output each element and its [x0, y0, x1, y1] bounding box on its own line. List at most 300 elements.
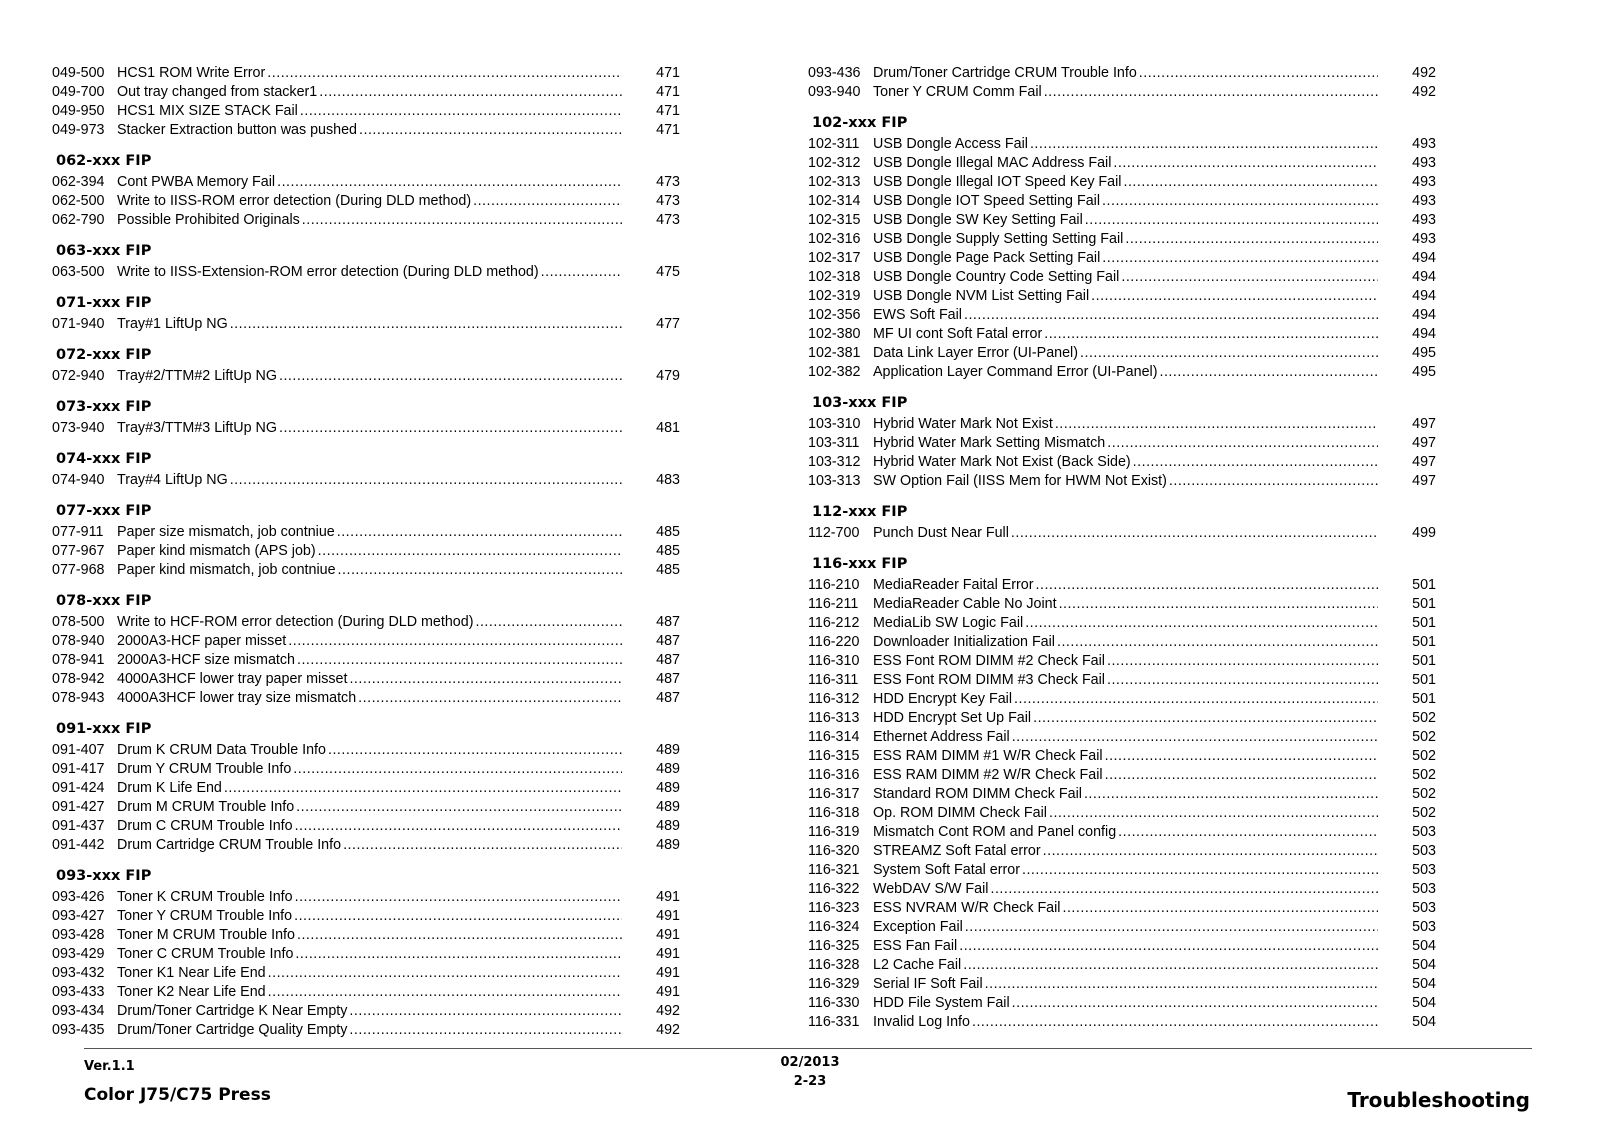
toc-entry [52, 888, 692, 907]
entry-title: Write to IISS-ROM error detection (During DLD method) [117, 193, 472, 209]
leader-dots [328, 741, 622, 760]
error-code: 116-329 [808, 976, 860, 992]
error-code: 116-316 [808, 767, 860, 783]
entry-title: ESS Font ROM DIMM #2 Check Fail [873, 653, 1105, 669]
footer-page-number: 2-23 [793, 1074, 827, 1089]
leader-dots [1044, 325, 1378, 344]
page-number: 487 [656, 614, 680, 630]
entry-title: Drum/Toner Cartridge CRUM Trouble Info [873, 65, 1137, 81]
page-number: 502 [1412, 729, 1436, 745]
toc-entry [808, 230, 1448, 249]
error-code: 102-312 [808, 155, 861, 171]
toc-entry [808, 766, 1448, 785]
toc-entry [52, 798, 692, 817]
leader-dots [1107, 652, 1378, 671]
leader-dots [1014, 690, 1378, 709]
entry-title: Downloader Initialization Fail [873, 634, 1055, 650]
entry-title: USB Dongle Page Pack Setting Fail [873, 250, 1101, 266]
page-number: 473 [656, 193, 680, 209]
error-code: 103-311 [808, 435, 860, 451]
leader-dots [268, 964, 622, 983]
error-code: 102-317 [808, 250, 861, 266]
error-code: 102-381 [808, 345, 861, 361]
entry-title: Toner C CRUM Trouble Info [117, 946, 294, 962]
leader-dots [302, 211, 622, 230]
entry-title: Write to IISS-Extension-ROM error detection (During DLD method) [117, 264, 539, 280]
leader-dots [267, 64, 622, 83]
entry-title: Out tray changed from stacker1 [117, 84, 318, 100]
leader-dots [319, 83, 622, 102]
error-code: 116-328 [808, 957, 860, 973]
toc-entry [52, 741, 692, 760]
leader-dots [277, 173, 622, 192]
toc-entry [52, 945, 692, 964]
entry-title: Tray#3/TTM#3 LiftUp NG [117, 420, 277, 436]
page-number: 491 [656, 889, 680, 905]
entry-title: Mismatch Cont ROM and Panel config [873, 824, 1117, 840]
entry-title: 4000A3HCF lower tray paper misset [117, 671, 348, 687]
leader-dots [349, 670, 622, 689]
page-number: 489 [656, 818, 680, 834]
page-number: 493 [1412, 231, 1436, 247]
leader-dots [358, 689, 622, 708]
toc-section [52, 719, 692, 855]
error-code: 116-330 [808, 995, 860, 1011]
page-number: 487 [656, 671, 680, 687]
toc-entry [52, 817, 692, 836]
toc-entry [808, 415, 1448, 434]
page-number: 471 [656, 103, 680, 119]
toc-entry [52, 1002, 692, 1021]
page-number: 495 [1412, 364, 1436, 380]
error-code: 093-427 [52, 908, 105, 924]
toc-entry [52, 471, 692, 490]
error-code: 063-500 [52, 264, 105, 280]
entry-title: System Soft Fatal error [873, 862, 1020, 878]
entry-title: Serial IF Soft Fail [873, 976, 983, 992]
page-number: 499 [1412, 525, 1436, 541]
page-number: 491 [656, 908, 680, 924]
entry-title: L2 Cache Fail [873, 957, 962, 973]
page-number: 501 [1412, 577, 1436, 593]
entry-title: Ethernet Address Fail [873, 729, 1010, 745]
leader-dots [1105, 766, 1378, 785]
error-code: 116-315 [808, 748, 860, 764]
toc-entry [808, 633, 1448, 652]
leader-dots [288, 632, 622, 651]
toc-section [52, 501, 692, 580]
leader-dots [1113, 154, 1378, 173]
page-number: 502 [1412, 748, 1436, 764]
leader-dots [541, 263, 622, 282]
toc-entry [808, 994, 1448, 1013]
toc-entry [808, 64, 1448, 83]
leader-dots [300, 102, 622, 121]
entry-title: Drum K Life End [117, 780, 222, 796]
toc-entry [808, 325, 1448, 344]
entry-title: USB Dongle Country Code Setting Fail [873, 269, 1120, 285]
page-number: 503 [1412, 843, 1436, 859]
toc-entry [808, 173, 1448, 192]
error-code: 116-310 [808, 653, 860, 669]
entry-title: USB Dongle Access Fail [873, 136, 1028, 152]
toc-entry [808, 211, 1448, 230]
error-code: 078-940 [52, 633, 105, 649]
toc-section [52, 151, 692, 230]
page-number: 497 [1412, 454, 1436, 470]
toc-entry [52, 419, 692, 438]
error-code: 116-318 [808, 805, 860, 821]
entry-title: MF UI cont Soft Fatal error [873, 326, 1043, 342]
toc-entry [808, 671, 1448, 690]
section-heading: 112-xxx FIP [812, 504, 908, 520]
section-heading: 091-xxx FIP [56, 721, 152, 737]
error-code: 093-940 [808, 84, 861, 100]
page-number: 491 [656, 984, 680, 1000]
toc-entry [808, 154, 1448, 173]
error-code: 116-331 [808, 1014, 860, 1030]
page-number: 473 [656, 174, 680, 190]
entry-title: Drum M CRUM Trouble Info [117, 799, 295, 815]
leader-dots [1102, 192, 1378, 211]
entry-title: Tray#1 LiftUp NG [117, 316, 228, 332]
leader-dots [1030, 135, 1378, 154]
page-number: 504 [1412, 957, 1436, 973]
page-number: 501 [1412, 634, 1436, 650]
entry-title: ESS RAM DIMM #1 W/R Check Fail [873, 748, 1103, 764]
page-number: 501 [1412, 653, 1436, 669]
error-code: 103-310 [808, 416, 861, 432]
error-code: 093-429 [52, 946, 105, 962]
error-code: 116-320 [808, 843, 860, 859]
page-number: 475 [656, 264, 680, 280]
toc-entry [808, 306, 1448, 325]
page-number: 477 [656, 316, 680, 332]
toc-entry [808, 652, 1448, 671]
footer-date: 02/2013 [780, 1055, 840, 1070]
error-code: 116-211 [808, 596, 859, 612]
page-number: 494 [1412, 250, 1436, 266]
page-number: 501 [1412, 596, 1436, 612]
entry-title: Op. ROM DIMM Check Fail [873, 805, 1047, 821]
entry-title: Paper kind mismatch (APS job) [117, 543, 316, 559]
entry-title: USB Dongle Illegal MAC Address Fail [873, 155, 1112, 171]
page-number: 491 [656, 946, 680, 962]
error-code: 102-318 [808, 269, 861, 285]
toc-entry [808, 899, 1448, 918]
leader-dots [337, 523, 622, 542]
entry-title: ESS Fan Fail [873, 938, 958, 954]
leader-dots [1085, 211, 1378, 230]
leader-dots [1057, 633, 1378, 652]
toc-entry [808, 918, 1448, 937]
page-number: 502 [1412, 786, 1436, 802]
toc-entry [808, 249, 1448, 268]
entry-title: MediaReader Cable No Joint [873, 596, 1057, 612]
page-number: 487 [656, 633, 680, 649]
error-code: 062-500 [52, 193, 105, 209]
toc-entry [808, 785, 1448, 804]
entry-title: 4000A3HCF lower tray size mismatch [117, 690, 357, 706]
leader-dots [965, 918, 1378, 937]
leader-dots [230, 315, 622, 334]
entry-title: ESS Font ROM DIMM #3 Check Fail [873, 672, 1105, 688]
leader-dots [359, 121, 622, 140]
entry-title: 2000A3-HCF size mismatch [117, 652, 295, 668]
entry-title: Cont PWBA Memory Fail [117, 174, 276, 190]
leader-dots [1011, 524, 1378, 543]
page-number: 492 [1412, 84, 1436, 100]
page-number: 473 [656, 212, 680, 228]
error-code: 102-380 [808, 326, 861, 342]
section-heading: 062-xxx FIP [56, 153, 152, 169]
toc-entry [52, 523, 692, 542]
error-code: 062-394 [52, 174, 105, 190]
page-number: 502 [1412, 710, 1436, 726]
page-number: 503 [1412, 862, 1436, 878]
error-code: 116-323 [808, 900, 860, 916]
leader-dots [1107, 434, 1378, 453]
toc-entry [808, 747, 1448, 766]
entry-title: HDD File System Fail [873, 995, 1010, 1011]
leader-dots [1159, 363, 1378, 382]
leader-dots [1121, 268, 1378, 287]
section-heading: 102-xxx FIP [812, 115, 908, 131]
page-number: 487 [656, 690, 680, 706]
leader-dots [343, 836, 622, 855]
toc-entry [808, 804, 1448, 823]
page-number: 492 [656, 1003, 680, 1019]
entry-title: Data Link Layer Error (UI-Panel) [873, 345, 1078, 361]
toc-entry [808, 709, 1448, 728]
leader-dots [1123, 173, 1378, 192]
page-number: 489 [656, 780, 680, 796]
entry-title: ESS NVRAM W/R Check Fail [873, 900, 1061, 916]
toc-entry [808, 595, 1448, 614]
leader-dots [475, 613, 622, 632]
toc-entry [808, 83, 1448, 102]
toc-entry [808, 937, 1448, 956]
error-code: 116-324 [808, 919, 860, 935]
toc-entry [52, 651, 692, 670]
toc-entry [52, 102, 692, 121]
error-code: 091-442 [52, 837, 105, 853]
entry-title: 2000A3-HCF paper misset [117, 633, 287, 649]
entry-title: Tray#2/TTM#2 LiftUp NG [117, 368, 277, 384]
page-number: 487 [656, 652, 680, 668]
entry-title: MediaLib SW Logic Fail [873, 615, 1024, 631]
toc-entry [808, 842, 1448, 861]
entry-title: USB Dongle SW Key Setting Fail [873, 212, 1083, 228]
page-number: 485 [656, 562, 680, 578]
page-number: 493 [1412, 174, 1436, 190]
page-number: 489 [656, 742, 680, 758]
section-heading: 063-xxx FIP [56, 243, 152, 259]
leader-dots [268, 983, 622, 1002]
leader-dots [295, 945, 622, 964]
entry-title: Toner K1 Near Life End [117, 965, 266, 981]
leader-dots [224, 779, 622, 798]
entry-title: Standard ROM DIMM Check Fail [873, 786, 1082, 802]
error-code: 049-500 [52, 65, 105, 81]
section-heading: 073-xxx FIP [56, 399, 152, 415]
entry-title: Drum K CRUM Data Trouble Info [117, 742, 326, 758]
leader-dots [1043, 842, 1378, 861]
toc-entry [52, 121, 692, 140]
error-code: 102-311 [808, 136, 860, 152]
entry-title: Toner K CRUM Trouble Info [117, 889, 293, 905]
error-code: 102-314 [808, 193, 861, 209]
toc-section [52, 591, 692, 708]
page-number: 493 [1412, 212, 1436, 228]
toc-section [808, 554, 1448, 1032]
section-heading: 116-xxx FIP [812, 556, 908, 572]
toc-entry [52, 632, 692, 651]
error-code: 102-319 [808, 288, 861, 304]
page-number: 497 [1412, 435, 1436, 451]
page-number: 489 [656, 799, 680, 815]
footer-chapter-title: Troubleshooting [1347, 1088, 1530, 1112]
toc-entry [52, 263, 692, 282]
error-code: 093-426 [52, 889, 105, 905]
toc-entry [52, 689, 692, 708]
error-code: 102-316 [808, 231, 861, 247]
error-code: 116-325 [808, 938, 860, 954]
section-heading: 071-xxx FIP [56, 295, 152, 311]
toc-entry [52, 542, 692, 561]
error-code: 091-437 [52, 818, 105, 834]
page-number: 503 [1412, 919, 1436, 935]
error-code: 116-322 [808, 881, 860, 897]
leader-dots [1139, 64, 1378, 83]
toc-section [808, 502, 1448, 543]
toc-entry [808, 453, 1448, 472]
page-number: 503 [1412, 824, 1436, 840]
toc-entry [52, 315, 692, 334]
page-number: 494 [1412, 307, 1436, 323]
section-heading: 072-xxx FIP [56, 347, 152, 363]
toc-entry [808, 524, 1448, 543]
page-number: 504 [1412, 1014, 1436, 1030]
toc-section [808, 393, 1448, 491]
leader-dots [1133, 453, 1378, 472]
error-code: 116-314 [808, 729, 860, 745]
page-number: 489 [656, 761, 680, 777]
page-number: 493 [1412, 155, 1436, 171]
leader-dots [297, 926, 622, 945]
page-number: 494 [1412, 326, 1436, 342]
toc-entry [52, 64, 692, 83]
toc-entry [808, 576, 1448, 595]
page-number: 481 [656, 420, 680, 436]
toc-entry [808, 861, 1448, 880]
leader-dots [1049, 804, 1378, 823]
toc-entry [52, 760, 692, 779]
toc-entry [52, 983, 692, 1002]
toc-section [52, 449, 692, 490]
leader-dots [1084, 785, 1378, 804]
page-number: 471 [656, 65, 680, 81]
toc-entry [808, 344, 1448, 363]
error-code: 078-942 [52, 671, 105, 687]
entry-title: MediaReader Faital Error [873, 577, 1034, 593]
page-number: 491 [656, 965, 680, 981]
error-code: 093-433 [52, 984, 105, 1000]
error-code: 116-210 [808, 577, 860, 593]
error-code: 102-356 [808, 307, 861, 323]
page-number: 471 [656, 84, 680, 100]
leader-dots [985, 975, 1378, 994]
error-code: 093-434 [52, 1003, 105, 1019]
leader-dots [349, 1002, 622, 1021]
toc-entry [808, 880, 1448, 899]
leader-dots [295, 888, 622, 907]
entry-title: Paper kind mismatch, job contniue [117, 562, 336, 578]
entry-title: Possible Prohibited Originals [117, 212, 300, 228]
toc-entry [52, 83, 692, 102]
toc-entry [808, 823, 1448, 842]
footer-rule [84, 1048, 1532, 1049]
page-number: 502 [1412, 767, 1436, 783]
error-code: 116-317 [808, 786, 860, 802]
error-code: 091-427 [52, 799, 105, 815]
error-code: 116-312 [808, 691, 860, 707]
entry-title: WebDAV S/W Fail [873, 881, 989, 897]
entry-title: Punch Dust Near Full [873, 525, 1009, 541]
section-heading: 077-xxx FIP [56, 503, 152, 519]
toc-section [808, 113, 1448, 382]
leader-dots [1062, 899, 1378, 918]
toc-entry [52, 907, 692, 926]
toc-entry [52, 613, 692, 632]
leader-dots [1080, 344, 1378, 363]
error-code: 078-941 [52, 652, 105, 668]
leader-dots [1022, 861, 1378, 880]
error-code: 093-435 [52, 1022, 105, 1038]
toc-entry [52, 173, 692, 192]
entry-title: Stacker Extraction button was pushed [117, 122, 358, 138]
entry-title: Toner Y CRUM Comm Fail [873, 84, 1042, 100]
leader-dots [1102, 249, 1378, 268]
leader-dots [959, 937, 1378, 956]
toc-entry [52, 367, 692, 386]
page-number: 501 [1412, 615, 1436, 631]
error-code: 049-973 [52, 122, 105, 138]
page-number: 504 [1412, 976, 1436, 992]
toc-entry [808, 192, 1448, 211]
entry-title: SW Option Fail (IISS Mem for HWM Not Exist) [873, 473, 1167, 489]
page-number: 485 [656, 543, 680, 559]
error-code: 116-212 [808, 615, 860, 631]
page-number: 495 [1412, 345, 1436, 361]
entry-title: HCS1 MIX SIZE STACK Fail [117, 103, 298, 119]
footer-version: Ver.1.1 [84, 1059, 135, 1074]
leader-dots [279, 419, 622, 438]
leader-dots [1044, 83, 1378, 102]
leader-dots [297, 651, 622, 670]
page-number: 491 [656, 927, 680, 943]
leader-dots [338, 561, 622, 580]
leader-dots [279, 367, 622, 386]
leader-dots [318, 542, 622, 561]
error-code: 116-313 [808, 710, 860, 726]
section-heading: 103-xxx FIP [812, 395, 908, 411]
toc-entry [52, 926, 692, 945]
error-code: 091-407 [52, 742, 105, 758]
leader-dots [1169, 472, 1378, 491]
toc-section [52, 64, 692, 140]
error-code: 093-436 [808, 65, 861, 81]
